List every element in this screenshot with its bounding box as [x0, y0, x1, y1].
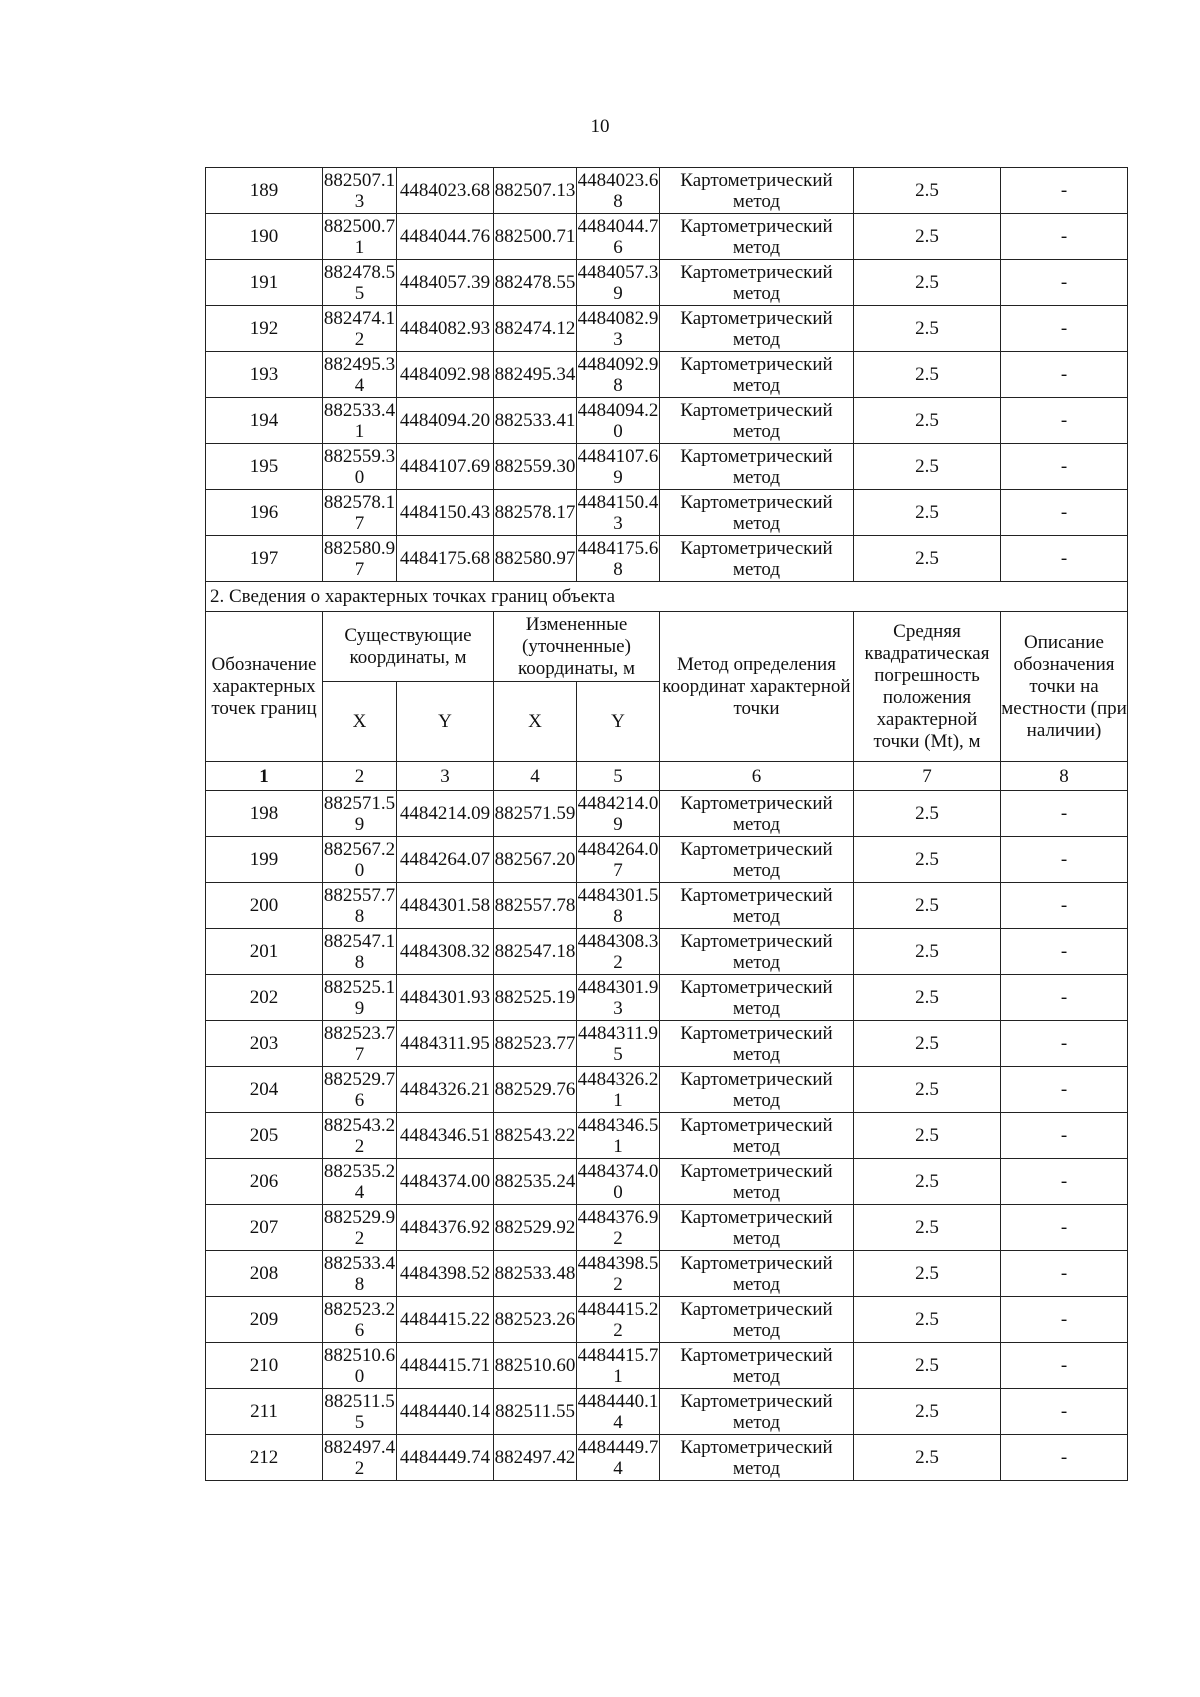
table-row [206, 1067, 1128, 1113]
error-cell: 2.5 [854, 168, 1001, 214]
method-cell: Картометрический метод [660, 1389, 854, 1435]
changed-x-cell: 882559.30 [494, 444, 577, 490]
changed-y-cell: 4484150.43 [577, 491, 659, 534]
table-row [206, 1343, 1128, 1389]
error-cell: 2.5 [854, 1343, 1001, 1389]
changed-y-cell: 4484415.22 [577, 1298, 659, 1341]
description-cell: - [1001, 352, 1128, 398]
table-row [206, 214, 1128, 260]
point-id-cell: 197 [206, 536, 323, 582]
error-cell: 2.5 [854, 214, 1001, 260]
existing-y-cell: 4484082.93 [397, 306, 494, 352]
point-id-cell: 202 [206, 975, 323, 1021]
changed-x-cell: 882543.22 [494, 1113, 577, 1159]
changed-x-cell: 882567.20 [494, 837, 577, 883]
changed-x-cell: 882580.97 [494, 536, 577, 582]
point-id-cell: 189 [206, 168, 323, 214]
column-number: 6 [660, 762, 854, 791]
method-cell: Картометрический метод [660, 214, 854, 260]
column-number: 4 [494, 762, 577, 791]
changed-x-cell: 882478.55 [494, 260, 577, 306]
description-cell: - [1001, 398, 1128, 444]
existing-y-cell: 4484092.98 [397, 352, 494, 398]
error-cell: 2.5 [854, 1113, 1001, 1159]
changed-x-cell: 882578.17 [494, 490, 577, 536]
description-cell: - [1001, 791, 1128, 837]
point-id-cell: 208 [206, 1251, 323, 1297]
existing-x-cell: 882533.41 [323, 399, 396, 442]
changed-x-cell: 882529.92 [494, 1205, 577, 1251]
method-cell: Картометрический метод [660, 168, 854, 214]
column-number: 8 [1001, 762, 1128, 791]
existing-x-cell: 882497.42 [323, 1436, 396, 1479]
existing-y-cell: 4484044.76 [397, 214, 494, 260]
point-id-cell: 203 [206, 1021, 323, 1067]
point-id-cell: 212 [206, 1435, 323, 1481]
description-cell: - [1001, 1205, 1128, 1251]
description-cell: - [1001, 1113, 1128, 1159]
table-row [206, 168, 1128, 214]
table-row [206, 1205, 1128, 1251]
column-number: 7 [854, 762, 1001, 791]
changed-x-cell: 882510.60 [494, 1343, 577, 1389]
table-row [206, 260, 1128, 306]
column-number: 3 [397, 762, 494, 791]
changed-x-cell: 882533.48 [494, 1251, 577, 1297]
method-cell: Картометрический метод [660, 1343, 854, 1389]
header-error: Средняя квадратическая погрешность положения характерной точки (Mt), м [854, 612, 1001, 762]
existing-y-cell: 4484175.68 [397, 536, 494, 582]
error-cell: 2.5 [854, 1435, 1001, 1481]
changed-x-cell: 882547.18 [494, 929, 577, 975]
method-cell: Картометрический метод [660, 1297, 854, 1343]
header-x-existing: X [323, 682, 397, 762]
table-row [206, 490, 1128, 536]
method-cell: Картометрический метод [660, 791, 854, 837]
existing-x-cell: 882571.59 [323, 792, 396, 835]
existing-x-cell: 882529.92 [323, 1206, 396, 1249]
existing-y-cell: 4484449.74 [397, 1435, 494, 1481]
existing-y-cell: 4484301.58 [397, 883, 494, 929]
column-number: 2 [323, 762, 397, 791]
changed-y-cell: 4484057.39 [577, 261, 659, 304]
existing-x-cell: 882525.19 [323, 976, 396, 1019]
error-cell: 2.5 [854, 352, 1001, 398]
table-row [206, 1389, 1128, 1435]
existing-y-cell: 4484326.21 [397, 1067, 494, 1113]
description-cell: - [1001, 536, 1128, 582]
changed-x-cell: 882557.78 [494, 883, 577, 929]
changed-y-cell: 4484311.95 [577, 1022, 659, 1065]
header-x-changed: X [494, 682, 577, 762]
method-cell: Картометрический метод [660, 1435, 854, 1481]
method-cell: Картометрический метод [660, 1067, 854, 1113]
table-row [206, 536, 1128, 582]
existing-y-cell: 4484023.68 [397, 168, 494, 214]
table-row [206, 1113, 1128, 1159]
method-cell: Картометрический метод [660, 1113, 854, 1159]
method-cell: Картометрический метод [660, 1205, 854, 1251]
method-cell: Картометрический метод [660, 1251, 854, 1297]
existing-x-cell: 882474.12 [323, 307, 396, 350]
header-method: Метод определения координат характерной точки [660, 612, 854, 762]
existing-x-cell: 882567.20 [323, 838, 396, 881]
error-cell: 2.5 [854, 1205, 1001, 1251]
changed-y-cell: 4484449.74 [577, 1436, 659, 1479]
column-numbers-row [206, 762, 1128, 791]
existing-y-cell: 4484107.69 [397, 444, 494, 490]
description-cell: - [1001, 1343, 1128, 1389]
point-id-cell: 195 [206, 444, 323, 490]
method-cell: Картометрический метод [660, 444, 854, 490]
existing-y-cell: 4484415.71 [397, 1343, 494, 1389]
changed-y-cell: 4484376.92 [577, 1206, 659, 1249]
changed-y-cell: 4484346.51 [577, 1114, 659, 1157]
changed-x-cell: 882533.41 [494, 398, 577, 444]
changed-y-cell: 4484415.71 [577, 1344, 659, 1387]
existing-y-cell: 4484398.52 [397, 1251, 494, 1297]
method-cell: Картометрический метод [660, 352, 854, 398]
existing-x-cell: 882523.26 [323, 1298, 396, 1341]
existing-y-cell: 4484150.43 [397, 490, 494, 536]
changed-y-cell: 4484092.98 [577, 353, 659, 396]
changed-x-cell: 882495.34 [494, 352, 577, 398]
existing-x-cell: 882535.24 [323, 1160, 396, 1203]
column-number: 5 [577, 762, 660, 791]
table-row [206, 883, 1128, 929]
changed-x-cell: 882523.77 [494, 1021, 577, 1067]
point-id-cell: 210 [206, 1343, 323, 1389]
existing-y-cell: 4484308.32 [397, 929, 494, 975]
point-id-cell: 192 [206, 306, 323, 352]
point-id-cell: 198 [206, 791, 323, 837]
existing-x-cell: 882478.55 [323, 261, 396, 304]
existing-x-cell: 882511.55 [324, 1390, 395, 1433]
existing-y-cell: 4484057.39 [397, 260, 494, 306]
changed-y-cell: 4484301.58 [577, 884, 659, 927]
table-row [206, 791, 1128, 837]
point-id-cell: 211 [206, 1389, 323, 1435]
method-cell: Картометрический метод [660, 883, 854, 929]
description-cell: - [1001, 1159, 1128, 1205]
method-cell: Картометрический метод [660, 975, 854, 1021]
error-cell: 2.5 [854, 306, 1001, 352]
existing-y-cell: 4484264.07 [397, 837, 494, 883]
point-id-cell: 193 [206, 352, 323, 398]
description-cell: - [1001, 975, 1128, 1021]
error-cell: 2.5 [854, 490, 1001, 536]
method-cell: Картометрический метод [660, 490, 854, 536]
existing-x-cell: 882507.13 [323, 169, 396, 212]
existing-y-cell: 4484094.20 [397, 398, 494, 444]
changed-x-cell: 882523.26 [494, 1297, 577, 1343]
table-row [206, 398, 1128, 444]
changed-y-cell: 4484398.52 [577, 1252, 659, 1295]
page-number: 10 [590, 116, 610, 137]
table-row [206, 975, 1128, 1021]
existing-x-cell: 882578.17 [323, 491, 396, 534]
description-cell: - [1001, 1297, 1128, 1343]
description-cell: - [1001, 444, 1128, 490]
changed-y-cell: 4484082.93 [577, 307, 659, 350]
method-cell: Картометрический метод [660, 536, 854, 582]
existing-y-cell: 4484440.14 [397, 1389, 494, 1435]
point-id-cell: 205 [206, 1113, 323, 1159]
changed-y-cell: 4484175.68 [577, 537, 659, 580]
method-cell: Картометрический метод [660, 1021, 854, 1067]
column-number: 1 [206, 762, 323, 791]
point-id-cell: 196 [206, 490, 323, 536]
changed-x-cell: 882511.55 [494, 1389, 577, 1435]
section-row [206, 582, 1128, 612]
header-y-existing: Y [397, 682, 494, 762]
changed-y-cell: 4484308.32 [577, 930, 659, 973]
changed-x-cell: 882535.24 [494, 1159, 577, 1205]
error-cell: 2.5 [854, 1021, 1001, 1067]
error-cell: 2.5 [854, 1159, 1001, 1205]
method-cell: Картометрический метод [660, 398, 854, 444]
point-id-cell: 204 [206, 1067, 323, 1113]
point-id-cell: 207 [206, 1205, 323, 1251]
error-cell: 2.5 [854, 791, 1001, 837]
table-row [206, 1435, 1128, 1481]
table-row [206, 1297, 1128, 1343]
points-table [205, 167, 1128, 1481]
changed-x-cell: 882525.19 [494, 975, 577, 1021]
description-cell: - [1001, 1067, 1128, 1113]
changed-x-cell: 882500.71 [494, 214, 577, 260]
changed-x-cell: 882474.12 [494, 306, 577, 352]
changed-x-cell: 882529.76 [494, 1067, 577, 1113]
error-cell: 2.5 [854, 1251, 1001, 1297]
existing-x-cell: 882495.34 [323, 353, 396, 396]
existing-x-cell: 882533.48 [323, 1252, 396, 1295]
existing-x-cell: 882557.78 [323, 884, 396, 927]
description-cell: - [1001, 1251, 1128, 1297]
changed-y-cell: 4484023.68 [577, 169, 659, 212]
method-cell: Картометрический метод [660, 260, 854, 306]
header-description: Описание обозначения точки на местности (при наличии) [1001, 612, 1128, 762]
point-id-cell: 201 [206, 929, 323, 975]
changed-y-cell: 4484094.20 [577, 399, 659, 442]
error-cell: 2.5 [854, 975, 1001, 1021]
error-cell: 2.5 [854, 883, 1001, 929]
table-row [206, 929, 1128, 975]
header-changed: Измененные (уточненные) координаты, м [494, 612, 660, 682]
existing-x-cell: 882559.30 [323, 445, 396, 488]
table-row [206, 837, 1128, 883]
existing-x-cell: 882543.22 [323, 1114, 396, 1157]
header-designation: Обозначение характерных точек границ [206, 612, 323, 762]
method-cell: Картометрический метод [660, 306, 854, 352]
description-cell: - [1001, 168, 1128, 214]
error-cell: 2.5 [854, 837, 1001, 883]
description-cell: - [1001, 490, 1128, 536]
point-id-cell: 200 [206, 883, 323, 929]
description-cell: - [1001, 929, 1128, 975]
existing-x-cell: 882523.77 [323, 1022, 396, 1065]
error-cell: 2.5 [854, 1067, 1001, 1113]
changed-x-cell: 882507.13 [494, 168, 577, 214]
existing-y-cell: 4484214.09 [397, 791, 494, 837]
error-cell: 2.5 [854, 536, 1001, 582]
error-cell: 2.5 [854, 398, 1001, 444]
existing-x-cell: 882500.71 [323, 215, 396, 258]
method-cell: Картометрический метод [660, 1159, 854, 1205]
header-existing: Существующие координаты, м [323, 612, 494, 682]
existing-y-cell: 4484376.92 [397, 1205, 494, 1251]
rows-before [206, 168, 1128, 582]
description-cell: - [1001, 214, 1128, 260]
point-id-cell: 199 [206, 837, 323, 883]
changed-y-cell: 4484107.69 [577, 445, 659, 488]
description-cell: - [1001, 1021, 1128, 1067]
rows-after [206, 791, 1128, 1481]
point-id-cell: 194 [206, 398, 323, 444]
changed-y-cell: 4484301.93 [577, 976, 659, 1019]
method-cell: Картометрический метод [660, 929, 854, 975]
section-title: 2. Сведения о характерных точках границ объекта [206, 582, 1128, 612]
method-cell: Картометрический метод [660, 837, 854, 883]
description-cell: - [1001, 883, 1128, 929]
description-cell: - [1001, 1435, 1128, 1481]
existing-x-cell: 882510.60 [323, 1344, 396, 1387]
table-row [206, 1251, 1128, 1297]
description-cell: - [1001, 306, 1128, 352]
existing-y-cell: 4484346.51 [397, 1113, 494, 1159]
changed-x-cell: 882497.42 [494, 1435, 577, 1481]
existing-y-cell: 4484374.00 [397, 1159, 494, 1205]
changed-y-cell: 4484440.14 [577, 1390, 659, 1433]
error-cell: 2.5 [854, 1389, 1001, 1435]
changed-y-cell: 4484264.07 [577, 838, 659, 881]
error-cell: 2.5 [854, 929, 1001, 975]
header-row-1 [206, 612, 1128, 682]
existing-y-cell: 4484415.22 [397, 1297, 494, 1343]
changed-y-cell: 4484044.76 [577, 215, 659, 258]
existing-y-cell: 4484311.95 [397, 1021, 494, 1067]
table-row [206, 1159, 1128, 1205]
table-row [206, 306, 1128, 352]
existing-y-cell: 4484301.93 [397, 975, 494, 1021]
description-cell: - [1001, 837, 1128, 883]
error-cell: 2.5 [854, 260, 1001, 306]
point-id-cell: 209 [206, 1297, 323, 1343]
point-id-cell: 191 [206, 260, 323, 306]
header-y-changed: Y [577, 682, 660, 762]
table-row [206, 1021, 1128, 1067]
point-id-cell: 190 [206, 214, 323, 260]
table-row [206, 352, 1128, 398]
changed-x-cell: 882571.59 [494, 791, 577, 837]
point-id-cell: 206 [206, 1159, 323, 1205]
table-header [206, 582, 1128, 791]
existing-x-cell: 882580.97 [323, 537, 396, 580]
description-cell: - [1001, 1389, 1128, 1435]
changed-y-cell: 4484326.21 [577, 1068, 659, 1111]
table-row [206, 444, 1128, 490]
error-cell: 2.5 [854, 1297, 1001, 1343]
existing-x-cell: 882547.18 [323, 930, 396, 973]
existing-x-cell: 882529.76 [323, 1068, 396, 1111]
description-cell: - [1001, 260, 1128, 306]
error-cell: 2.5 [854, 444, 1001, 490]
changed-y-cell: 4484374.00 [577, 1160, 659, 1203]
changed-y-cell: 4484214.09 [577, 792, 659, 835]
